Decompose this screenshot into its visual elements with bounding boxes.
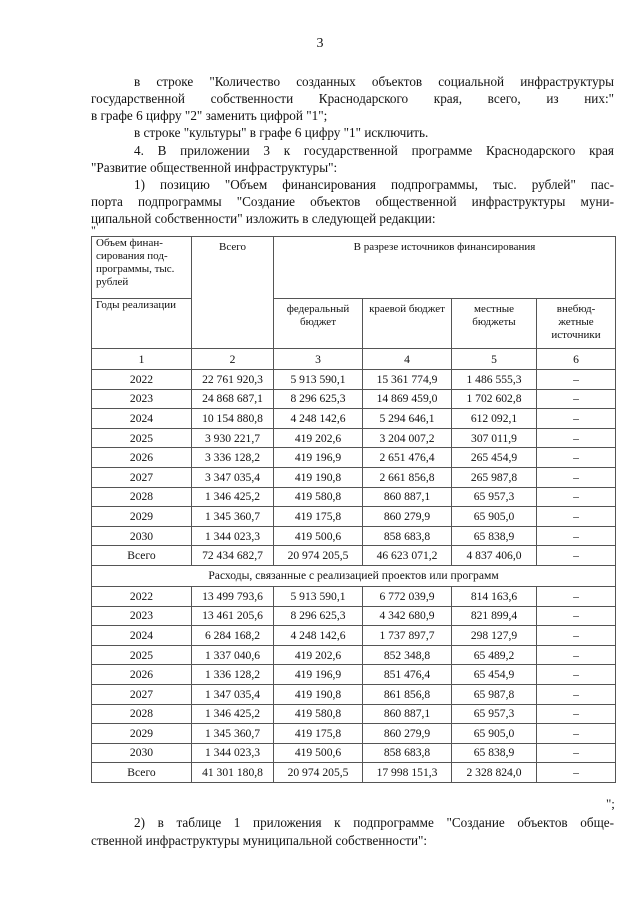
paragraph-line: 1) позицию "Объем финансирования подпрограммы, тыс. рублей" пас- xyxy=(134,177,614,192)
total-cell: 1 345 360,7 xyxy=(192,507,274,527)
table-row xyxy=(92,704,616,724)
total-cell: 13 461 205,6 xyxy=(192,606,274,626)
extrabudget-cell: – xyxy=(537,665,616,685)
federal-cell: 419 175,8 xyxy=(274,507,363,527)
extrabudget-cell: – xyxy=(537,507,616,527)
year-cell: Всего xyxy=(92,763,192,783)
year-cell: 2023 xyxy=(92,389,192,409)
local-cell: 4 837 406,0 xyxy=(452,546,537,566)
federal-cell: 419 202,6 xyxy=(274,428,363,448)
federal-cell: 419 196,9 xyxy=(274,665,363,685)
paragraph-line: в строке "Количество созданных объектов социальной инфраструктуры xyxy=(134,74,614,89)
total-cell: 10 154 880,8 xyxy=(192,409,274,429)
total-cell: 24 868 687,1 xyxy=(192,389,274,409)
extrabudget-cell: – xyxy=(537,389,616,409)
local-cell: 814 163,6 xyxy=(452,586,537,606)
table-row xyxy=(92,724,616,744)
regional-cell: 860 887,1 xyxy=(363,704,452,724)
regional-cell: 858 683,8 xyxy=(363,526,452,546)
opening-quote: " xyxy=(91,223,96,237)
total-cell: 6 284 168,2 xyxy=(192,626,274,646)
paragraph-line: 4. В приложении 3 к государственной программе Краснодарского края xyxy=(134,143,614,158)
year-cell: 2030 xyxy=(92,743,192,763)
local-cell: 65 987,8 xyxy=(452,684,537,704)
total-cell: 22 761 920,3 xyxy=(192,370,274,390)
col-number: 6 xyxy=(537,349,616,370)
regional-cell: 17 998 151,3 xyxy=(363,763,452,783)
volume-header: Объем финан-сирования под-программы, тыс. рублей xyxy=(92,237,192,299)
paragraph-line: ципальной собственности" изложить в следующей редакции: xyxy=(91,211,436,226)
federal-cell: 419 500,6 xyxy=(274,526,363,546)
col-number: 4 xyxy=(363,349,452,370)
table-row xyxy=(92,448,616,468)
table-row xyxy=(92,546,616,566)
federal-cell: 419 580,8 xyxy=(274,704,363,724)
federal-cell: 20 974 205,5 xyxy=(274,546,363,566)
total-header: Всего xyxy=(192,237,274,349)
regional-header: краевой бюджет xyxy=(363,299,452,349)
local-cell: 1 486 555,3 xyxy=(452,370,537,390)
federal-cell: 419 196,9 xyxy=(274,448,363,468)
closing-quote: "; xyxy=(606,796,615,811)
table-row xyxy=(92,763,616,783)
regional-cell: 6 772 039,9 xyxy=(363,586,452,606)
col-number: 3 xyxy=(274,349,363,370)
federal-cell: 4 248 142,6 xyxy=(274,409,363,429)
federal-cell: 419 202,6 xyxy=(274,645,363,665)
paragraph-line: порта подпрограммы "Создание объектов общественной инфраструктуры муни- xyxy=(91,194,614,209)
regional-cell: 852 348,8 xyxy=(363,645,452,665)
year-cell: 2027 xyxy=(92,684,192,704)
column-number-row xyxy=(92,349,616,370)
regional-cell: 4 342 680,9 xyxy=(363,606,452,626)
year-cell: 2027 xyxy=(92,467,192,487)
year-cell: 2025 xyxy=(92,428,192,448)
paragraph-line: 2) в таблице 1 приложения к подпрограмме "Создание объектов обще- xyxy=(134,815,614,830)
local-cell: 2 328 824,0 xyxy=(452,763,537,783)
table-row xyxy=(92,645,616,665)
table-row xyxy=(92,586,616,606)
regional-cell: 3 204 007,2 xyxy=(363,428,452,448)
local-cell: 612 092,1 xyxy=(452,409,537,429)
total-cell: 1 336 128,2 xyxy=(192,665,274,685)
table-row xyxy=(92,743,616,763)
regional-cell: 14 869 459,0 xyxy=(363,389,452,409)
paragraph-line: в строке "культуры" в графе 6 цифру "1" исключить. xyxy=(134,125,429,140)
year-cell: 2026 xyxy=(92,665,192,685)
extrabudget-cell: – xyxy=(537,724,616,744)
extrabudget-cell: – xyxy=(537,546,616,566)
federal-cell: 5 913 590,1 xyxy=(274,370,363,390)
regional-cell: 2 651 476,4 xyxy=(363,448,452,468)
federal-cell: 419 190,8 xyxy=(274,467,363,487)
year-cell: 2022 xyxy=(92,370,192,390)
regional-cell: 46 623 071,2 xyxy=(363,546,452,566)
extrabudget-cell: – xyxy=(537,626,616,646)
local-cell: 65 957,3 xyxy=(452,487,537,507)
local-cell: 821 899,4 xyxy=(452,606,537,626)
regional-cell: 860 279,9 xyxy=(363,724,452,744)
local-cell: 65 838,9 xyxy=(452,743,537,763)
table-row xyxy=(92,428,616,448)
year-cell: 2030 xyxy=(92,526,192,546)
table-row xyxy=(92,487,616,507)
federal-cell: 20 974 205,5 xyxy=(274,763,363,783)
paragraph-line: в графе 6 цифру "2" заменить цифрой "1"; xyxy=(91,108,328,123)
local-cell: 265 454,9 xyxy=(452,448,537,468)
federal-cell: 4 248 142,6 xyxy=(274,626,363,646)
federal-cell: 419 500,6 xyxy=(274,743,363,763)
table-row xyxy=(92,665,616,685)
table-row xyxy=(92,467,616,487)
regional-cell: 860 279,9 xyxy=(363,507,452,527)
extrabudget-cell: – xyxy=(537,467,616,487)
year-cell: 2028 xyxy=(92,704,192,724)
table-row xyxy=(92,684,616,704)
year-cell: 2022 xyxy=(92,586,192,606)
total-cell: 3 930 221,7 xyxy=(192,428,274,448)
total-cell: 3 347 035,4 xyxy=(192,467,274,487)
total-cell: 1 346 425,2 xyxy=(192,487,274,507)
year-cell: 2024 xyxy=(92,409,192,429)
extrabudget-cell: – xyxy=(537,704,616,724)
local-cell: 1 702 602,8 xyxy=(452,389,537,409)
section-title: Расходы, связанные с реализацией проектов или программ xyxy=(92,565,616,586)
local-cell: 65 905,0 xyxy=(452,724,537,744)
table-row xyxy=(92,389,616,409)
year-cell: 2026 xyxy=(92,448,192,468)
col-number: 2 xyxy=(192,349,274,370)
regional-cell: 5 294 646,1 xyxy=(363,409,452,429)
regional-cell: 1 737 897,7 xyxy=(363,626,452,646)
regional-cell: 2 661 856,8 xyxy=(363,467,452,487)
year-cell: 2029 xyxy=(92,724,192,744)
col-number: 1 xyxy=(92,349,192,370)
local-cell: 65 489,2 xyxy=(452,645,537,665)
total-cell: 72 434 682,7 xyxy=(192,546,274,566)
federal-cell: 419 190,8 xyxy=(274,684,363,704)
total-cell: 1 344 023,3 xyxy=(192,743,274,763)
total-cell: 13 499 793,6 xyxy=(192,586,274,606)
local-cell: 65 957,3 xyxy=(452,704,537,724)
extrabudget-cell: – xyxy=(537,370,616,390)
local-cell: 298 127,9 xyxy=(452,626,537,646)
extrabudget-cell: – xyxy=(537,409,616,429)
federal-cell: 5 913 590,1 xyxy=(274,586,363,606)
page-number: 3 xyxy=(316,36,324,51)
extrabudget-cell: – xyxy=(537,586,616,606)
regional-cell: 858 683,8 xyxy=(363,743,452,763)
paragraph-line: ственной инфраструктуры муниципальной собственности": xyxy=(91,833,428,848)
federal-cell: 419 175,8 xyxy=(274,724,363,744)
total-cell: 1 345 360,7 xyxy=(192,724,274,744)
paragraph-line: государственной собственности Краснодарского края, всего, из них:" xyxy=(91,91,614,106)
local-cell: 65 838,9 xyxy=(452,526,537,546)
total-cell: 1 347 035,4 xyxy=(192,684,274,704)
local-cell: 265 987,8 xyxy=(452,467,537,487)
section-title-row xyxy=(92,565,616,586)
extrabudget-cell: – xyxy=(537,428,616,448)
extrabudget-cell: – xyxy=(537,743,616,763)
year-cell: 2028 xyxy=(92,487,192,507)
extrabudget-cell: – xyxy=(537,684,616,704)
extrabudget-header: внебюд-жетные источники xyxy=(537,299,616,349)
regional-cell: 861 856,8 xyxy=(363,684,452,704)
federal-cell: 419 580,8 xyxy=(274,487,363,507)
table-row xyxy=(92,370,616,390)
total-cell: 1 346 425,2 xyxy=(192,704,274,724)
sources-header: В разрезе источников финансирования xyxy=(274,237,616,299)
year-cell: 2029 xyxy=(92,507,192,527)
year-cell: 2025 xyxy=(92,645,192,665)
year-cell: Всего xyxy=(92,546,192,566)
total-cell: 1 344 023,3 xyxy=(192,526,274,546)
extrabudget-cell: – xyxy=(537,487,616,507)
financing-table xyxy=(91,236,616,783)
total-cell: 41 301 180,8 xyxy=(192,763,274,783)
federal-cell: 8 296 625,3 xyxy=(274,606,363,626)
extrabudget-cell: – xyxy=(537,645,616,665)
table-row xyxy=(92,507,616,527)
table-row xyxy=(92,526,616,546)
total-cell: 3 336 128,2 xyxy=(192,448,274,468)
regional-cell: 851 476,4 xyxy=(363,665,452,685)
extrabudget-cell: – xyxy=(537,526,616,546)
total-cell: 1 337 040,6 xyxy=(192,645,274,665)
extrabudget-cell: – xyxy=(537,763,616,783)
local-cell: 307 011,9 xyxy=(452,428,537,448)
table-row xyxy=(92,626,616,646)
table-row xyxy=(92,409,616,429)
federal-header: федеральный бюджет xyxy=(274,299,363,349)
regional-cell: 860 887,1 xyxy=(363,487,452,507)
local-header: местные бюджеты xyxy=(452,299,537,349)
col-number: 5 xyxy=(452,349,537,370)
paragraph-line: "Развитие общественной инфраструктуры": xyxy=(91,160,338,175)
federal-cell: 8 296 625,3 xyxy=(274,389,363,409)
table-row xyxy=(92,606,616,626)
year-cell: 2023 xyxy=(92,606,192,626)
extrabudget-cell: – xyxy=(537,606,616,626)
local-cell: 65 905,0 xyxy=(452,507,537,527)
regional-cell: 15 361 774,9 xyxy=(363,370,452,390)
extrabudget-cell: – xyxy=(537,448,616,468)
years-header: Годы реализации xyxy=(92,299,192,349)
year-cell: 2024 xyxy=(92,626,192,646)
local-cell: 65 454,9 xyxy=(452,665,537,685)
